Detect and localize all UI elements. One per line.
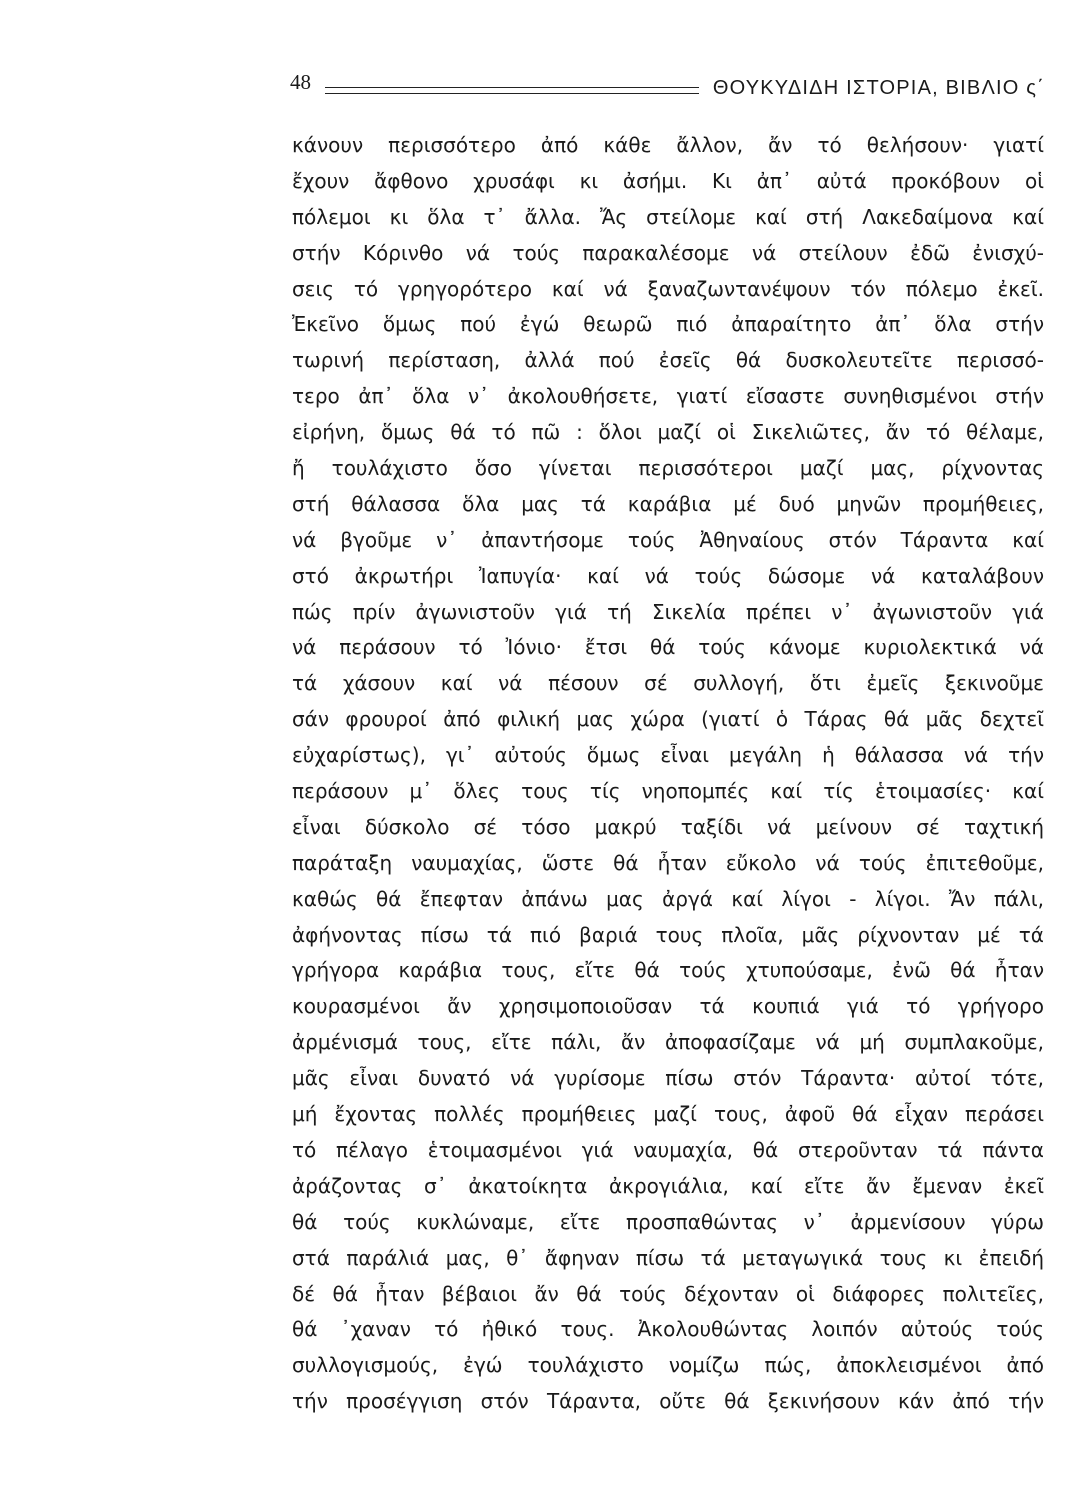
text-line: ἀρμένισμά τους, εἴτε πάλι, ἄν ἀποφασίζαμε νά μή συμπλακοῦμε, [292,1030,1044,1055]
text-line: στή θάλασσα ὅλα μας τά καράβια μέ δυό μηνῶν προμήθειες, [292,491,1044,516]
text-line: δέ θά ἦταν βέβαιοι ἄν θά τούς δέχονταν οἱ διάφορες πολιτεῖες, [292,1281,1044,1306]
text-line: Ἐκεῖνο ὅμως πού ἐγώ θεωρῶ πιό ἀπαραίτητο ἀπ᾽ ὅλα στήν [292,312,1044,337]
header-double-rule [325,87,699,94]
text-line: εὐχαρίστως), γι᾽ αὐτούς ὅμως εἶναι μεγάλη ἡ θάλασσα νά τήν [292,743,1044,768]
body-text [292,128,1044,1420]
text-line: θά ᾽χαναν τό ἠθικό τους. Ἀκολουθώντας λοιπόν αὐτούς τούς [292,1317,1044,1342]
text-line: συλλογισμούς, ἐγώ τουλάχιστο νομίζω πώς, ἀποκλεισμένοι ἀπό [292,1353,1044,1378]
text-line: εἰρήνη, ὅμως θά τό πῶ : ὅλοι μαζί οἱ Σικελιῶτες, ἄν τό θέλαμε, [292,420,1044,445]
text-line: ἤ τουλάχιστο ὅσο γίνεται περισσότεροι μαζί μας, ρίχνοντας [292,456,1044,481]
page-number: 48 [290,69,311,94]
text-line: πόλεμοι κι ὅλα τ᾽ ἄλλα. Ἄς στείλομε καί στή Λακεδαίμονα καί [292,204,1044,229]
text-line: θά τούς κυκλώναμε, εἴτε προσπαθώντας ν᾽ ἀρμενίσουν γύρω [292,1209,1044,1234]
text-line: τά χάσουν καί νά πέσουν σέ συλλογή, ὅτι ἐμεῖς ξεκινοῦμε [292,671,1044,696]
text-line: κουρασμένοι ἄν χρησιμοποιοῦσαν τά κουπιά γιά τό γρήγορο [292,994,1044,1019]
text-line: γρήγορα καράβια τους, εἴτε θά τούς χτυπούσαμε, ἐνῶ θά ἦταν [292,958,1044,983]
text-line: εἶναι δύσκολο σέ τόσο μακρύ ταξίδι νά μείνουν σέ ταχτική [292,814,1044,839]
text-line: πώς πρίν ἀγωνιστοῦν γιά τή Σικελία πρέπει ν᾽ ἀγωνιστοῦν γιά [292,599,1044,624]
text-line: τωρινή περίσταση, ἀλλά πού ἐσεῖς θά δυσκολευτεῖτε περισσό- [292,348,1044,373]
text-line: κάνουν περισσότερο ἀπό κάθε ἄλλον, ἄν τό θελήσουν· γιατί [292,133,1044,157]
text-line: περάσουν μ᾽ ὅλες τους τίς νηοπομπές καί τίς ἑτοιμασίες· καί [292,779,1044,804]
text-line: ἀφήνοντας πίσω τά πιό βαριά τους πλοῖα, μᾶς ρίχνονταν μέ τά [292,922,1044,947]
text-line: ἀράζοντας σ᾽ ἀκατοίκητα ἀκρογιάλια, καί εἴτε ἄν ἔμεναν ἐκεῖ [292,1173,1044,1198]
text-line: νά περάσουν τό Ἰόνιο· ἔτσι θά τούς κάνομε κυριολεκτικά νά [292,635,1044,660]
text-line: στά παράλιά μας, θ᾽ ἄφηναν πίσω τά μεταγωγικά τους κι ἐπειδή [292,1245,1044,1270]
text-line: στό ἀκρωτήρι Ἰαπυγία· καί νά τούς δώσομε νά καταλάβουν [292,563,1044,588]
text-line: τήν προσέγγιση στόν Τάραντα, οὔτε θά ξεκινήσουν κάν ἀπό τήν [292,1389,1044,1414]
text-line: σάν φρουροί ἀπό φιλική μας χώρα (γιατί ὁ Τάρας θά μᾶς δεχτεῖ [292,707,1044,732]
text-line: μή ἔχοντας πολλές προμήθειες μαζί τους, ἀφοῦ θά εἶχαν περάσει [292,1102,1044,1127]
text-line: τό πέλαγο ἑτοιμασμένοι γιά ναυμαχία, θά στεροῦνταν τά πάντα [292,1137,1044,1162]
text-line: νά βγοῦμε ν᾽ ἀπαντήσομε τούς Ἀθηναίους στόν Τάραντα καί [292,527,1044,552]
text-line: στήν Κόρινθο νά τούς παρακαλέσομε νά στείλουν ἐδῶ ἐνισχύ- [292,240,1044,265]
text-line: καθώς θά ἔπεφταν ἀπάνω μας ἀργά καί λίγοι - λίγοι. Ἄν πάλι, [292,886,1044,911]
running-title: ΘΟΥΚΥΔΙΔΗ ΙΣΤΟΡΙΑ, ΒΙΒΛΙΟ ς΄ [712,76,1045,99]
text-line: παράταξη ναυμαχίας, ὥστε θά ἦταν εὔκολο νά τούς ἐπιτεθοῦμε, [292,850,1044,875]
text-line: ἔχουν ἄφθονο χρυσάφι κι ἀσήμι. Κι ἀπ᾽ αὐτά προκόβουν οἱ [292,168,1044,193]
text-line: τερο ἀπ᾽ ὅλα ν᾽ ἀκολουθήσετε, γιατί εἴσαστε συνηθισμένοι στήν [292,384,1044,409]
text-line: μᾶς εἶναι δυνατό νά γυρίσομε πίσω στόν Τάραντα· αὐτοί τότε, [292,1066,1044,1091]
running-head [290,68,1045,108]
text-line: σεις τό γρηγορότερο καί νά ξαναζωντανέψουν τόν πόλεμο ἐκεῖ. [292,276,1044,301]
